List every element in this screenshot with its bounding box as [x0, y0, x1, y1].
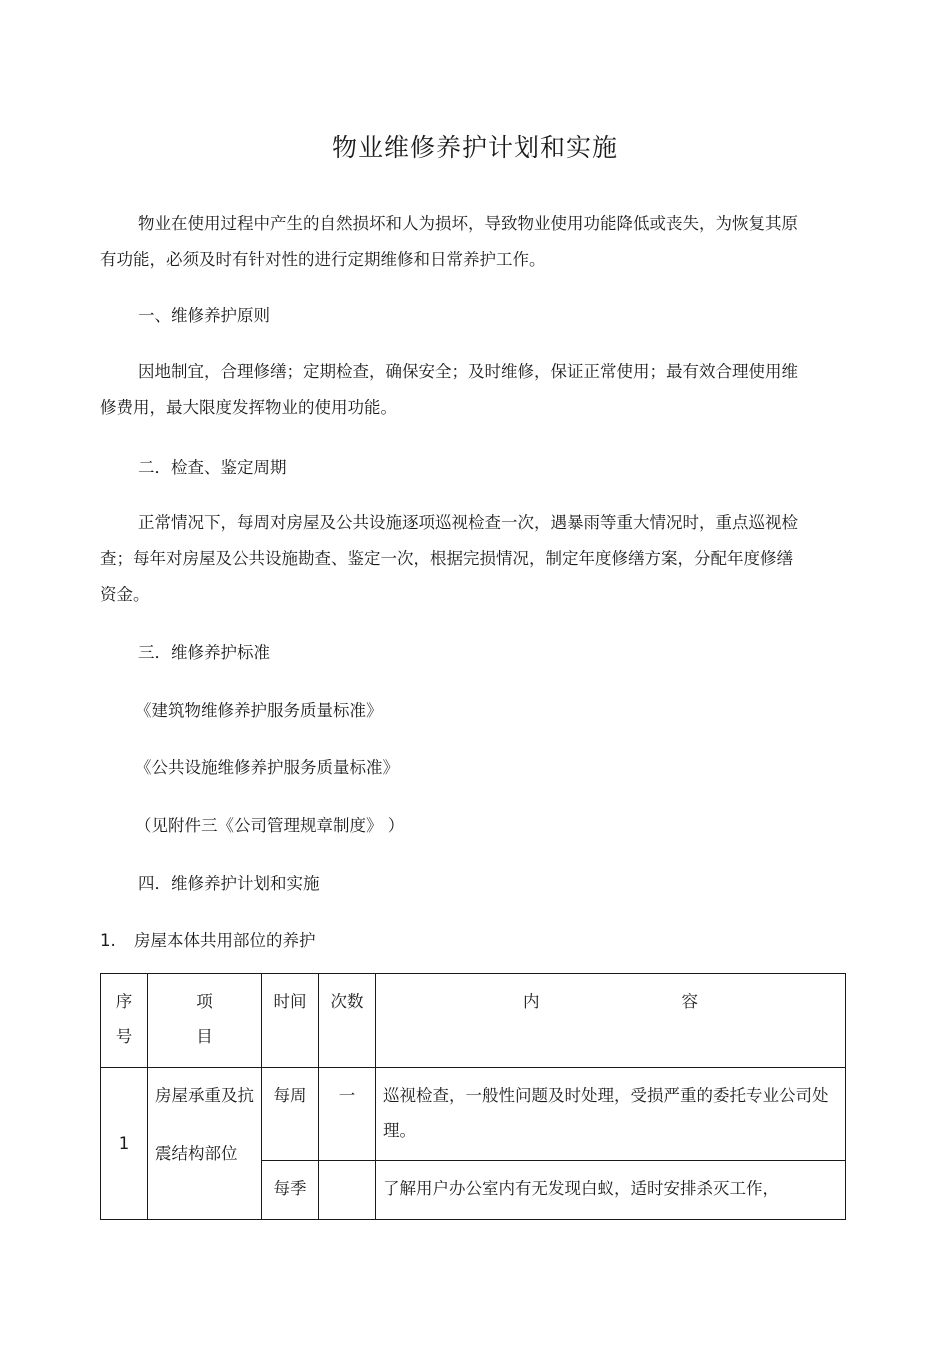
- row-count-weekly: 一: [319, 1068, 376, 1161]
- standard-building: 《建筑物维修养护服务质量标准》: [135, 701, 383, 720]
- row-count-quarterly: [319, 1161, 376, 1220]
- header-content: [376, 974, 846, 1068]
- standard-public-facilities: 《公共设施维修养护服务质量标准》: [135, 758, 399, 777]
- header-content-right: 容: [681, 992, 698, 1011]
- header-item-line1: 项: [196, 992, 213, 1011]
- header-seq-line1: 序: [115, 992, 133, 1011]
- section-heading-plan: 四．维修养护计划和实施: [138, 874, 320, 893]
- table-header-row: [101, 974, 846, 1068]
- row-item: [148, 1068, 262, 1220]
- header-seq-line2: 号: [115, 1027, 133, 1046]
- row-item-line2: 震结构部位: [155, 1144, 238, 1163]
- row-time-weekly: 每周: [262, 1068, 319, 1161]
- section-heading-inspection: 二．检查、鉴定周期: [138, 458, 287, 477]
- subsection-number: 1.: [100, 931, 116, 950]
- inspection-paragraph: 正常情况下，每周对房屋及公共设施逐项巡视检查一次，遇暴雨等重大情况时，重点巡视检查；每年对房屋及公共设施勘查、鉴定一次，根据完损情况，制定年度修缮方案，分配年度修缮资金。: [100, 513, 798, 604]
- maintenance-table: [100, 973, 846, 1220]
- header-content-left: 内: [523, 992, 540, 1011]
- row-item-line1: 房屋承重及抗: [155, 1086, 254, 1105]
- row-seq: 1: [101, 1068, 148, 1220]
- section-heading-principles: 一、维修养护原则: [138, 306, 270, 325]
- header-time: 时间: [262, 974, 319, 1068]
- header-item-line2: 目: [196, 1027, 213, 1046]
- row-time-quarterly: 每季: [262, 1161, 319, 1220]
- header-seq: [101, 974, 148, 1068]
- section-heading-standards: 三．维修养护标准: [138, 643, 270, 662]
- table-row: [101, 1068, 846, 1161]
- header-count: 次数: [319, 974, 376, 1068]
- row-content-quarterly: 了解用户办公室内有无发现白蚁，适时安排杀灭工作，: [376, 1161, 846, 1220]
- intro-paragraph: 物业在使用过程中产生的自然损坏和人为损坏，导致物业使用功能降低或丧失，为恢复其原有功能，必须及时有针对性的进行定期维修和日常养护工作。: [100, 214, 798, 269]
- subsection-label: 房屋本体共用部位的养护: [134, 931, 316, 950]
- principles-paragraph: 因地制宜，合理修缮；定期检查，确保安全；及时维修，保证正常使用；最有效合理使用维修费用，最大限度发挥物业的使用功能。: [100, 362, 798, 417]
- row-content-weekly: 巡视检查，一般性问题及时处理，受损严重的委托专业公司处理。: [376, 1068, 846, 1161]
- standards-note: （见附件三《公司管理规章制度》 ）: [135, 816, 405, 835]
- subsection-title: [100, 927, 316, 951]
- header-item: [148, 974, 262, 1068]
- page-title: 物业维修养护计划和实施: [331, 133, 618, 162]
